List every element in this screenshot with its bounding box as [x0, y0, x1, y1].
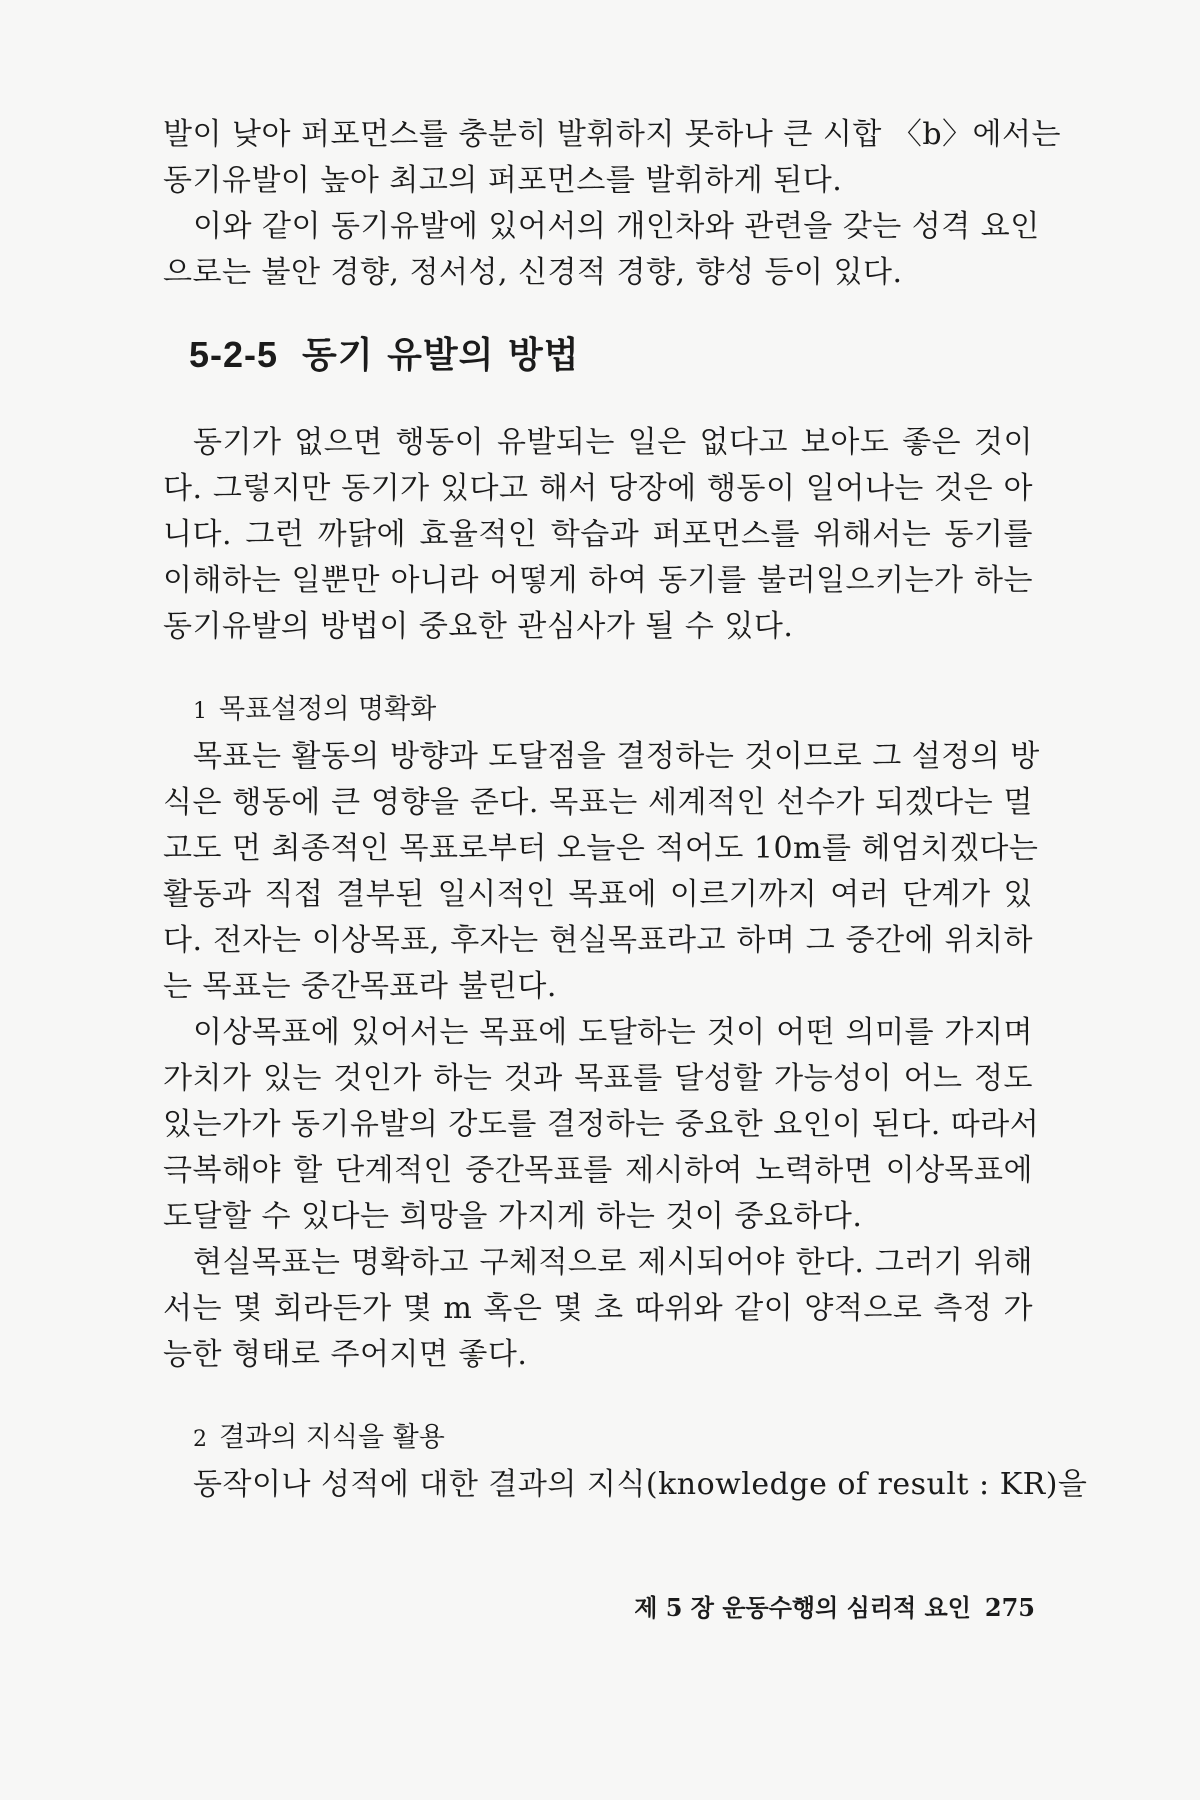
- running-footer: [605, 1592, 1035, 1624]
- page-number: 275: [984, 1593, 1035, 1622]
- chapter-title: 제 5 장 운동수행의 심리적 요인: [634, 1593, 971, 1622]
- paragraph-5: [163, 1010, 1040, 1240]
- text-line: 활동과 직접 결부된 일시적인 목표에 이르기까지 여러 단계가 있: [163, 877, 1033, 912]
- text-line: 극복해야 할 단계적인 중간목표를 제시하여 노력하면 이상목표에: [163, 1153, 1033, 1188]
- text-line: 동작이나 성적에 대한 결과의 지식(knowledge of result : KR)을: [193, 1467, 1088, 1502]
- text-line: 있는가가 동기유발의 강도를 결정하는 중요한 요인이 된다. 따라서: [163, 1107, 1040, 1142]
- page-body: [163, 112, 1088, 1508]
- text-line: 이와 같이 동기유발에 있어서의 개인차와 관련을 갖는 성격 요인: [193, 209, 1040, 244]
- text-line: 현실목표는 명확하고 구체적으로 제시되어야 한다. 그러기 위해: [193, 1245, 1033, 1280]
- subsection-title: 결과의 지식을 활용: [219, 1422, 445, 1453]
- text-line: 이상목표에 있어서는 목표에 도달하는 것이 어떤 의미를 가지며: [193, 1015, 1033, 1050]
- section-title: 동기 유발의 방법: [302, 334, 580, 376]
- text-line: 서는 몇 회라든가 몇 m 혹은 몇 초 따위와 같이 양적으로 측정 가: [163, 1291, 1033, 1326]
- text-line: 도달할 수 있다는 희망을 가지게 하는 것이 중요하다.: [163, 1199, 863, 1234]
- text-line: 니다. 그런 까닭에 효율적인 학습과 퍼포먼스를 위해서는 동기를: [163, 517, 1033, 552]
- paragraph-7: [163, 1462, 1088, 1508]
- subsection-heading-2: [163, 1416, 1033, 1462]
- subsection-number: 2: [193, 1427, 207, 1452]
- subsection-heading-1: [163, 688, 1033, 734]
- text-line: 능한 형태로 주어지면 좋다.: [163, 1337, 528, 1372]
- section-number: 5-2-5: [189, 334, 279, 375]
- paragraph-2: [163, 204, 1040, 296]
- text-line: 발이 낮아 퍼포먼스를 충분히 발휘하지 못하나 큰 시합 〈b〉에서는: [163, 117, 1061, 152]
- paragraph-1: [163, 112, 1061, 204]
- text-line: 동기가 없으면 행동이 유발되는 일은 없다고 보아도 좋은 것이: [193, 425, 1033, 460]
- paragraph-4: [163, 734, 1040, 1010]
- text-line: 이해하는 일뿐만 아니라 어떻게 하여 동기를 불러일으키는가 하는: [163, 563, 1033, 598]
- paragraph-6: [163, 1240, 1033, 1378]
- subsection-title: 목표설정의 명확화: [219, 694, 437, 725]
- text-line: 으로는 불안 경향, 정서성, 신경적 경향, 향성 등이 있다.: [163, 255, 903, 290]
- text-line: 목표는 활동의 방향과 도달점을 결정하는 것이므로 그 설정의 방: [193, 739, 1040, 774]
- subsection-number: 1: [193, 699, 207, 724]
- text-line: 가치가 있는 것인가 하는 것과 목표를 달성할 가능성이 어느 정도: [163, 1061, 1033, 1096]
- paragraph-3: [163, 420, 1033, 650]
- text-line: 다. 전자는 이상목표, 후자는 현실목표라고 하며 그 중간에 위치하: [163, 923, 1033, 958]
- section-heading: [163, 330, 1033, 380]
- text-line: 고도 먼 최종적인 목표로부터 오늘은 적어도 10m를 헤엄치겠다는: [163, 831, 1039, 866]
- text-line: 동기유발이 높아 최고의 퍼포먼스를 발휘하게 된다.: [163, 163, 843, 198]
- text-line: 다. 그렇지만 동기가 있다고 해서 당장에 행동이 일어나는 것은 아: [163, 471, 1033, 506]
- text-line: 는 목표는 중간목표라 불린다.: [163, 969, 557, 1004]
- text-line: 식은 행동에 큰 영향을 준다. 목표는 세계적인 선수가 되겠다는 멀: [163, 785, 1033, 820]
- text-line: 동기유발의 방법이 중요한 관심사가 될 수 있다.: [163, 609, 794, 644]
